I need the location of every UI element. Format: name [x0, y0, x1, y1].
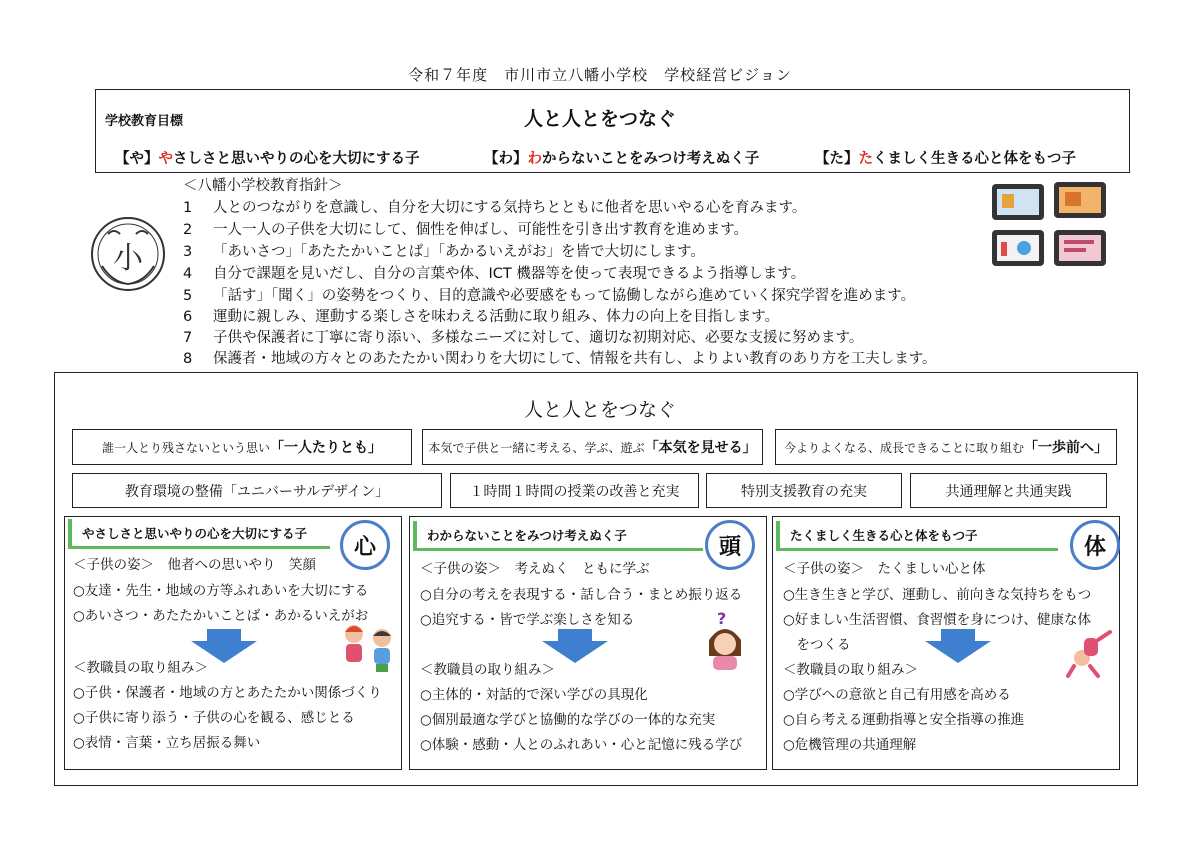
support-box: １時間１時間の授業の改善と充実 — [450, 473, 699, 508]
list-item: ○好ましい生活習慣、食習慣を身につけ、健康な体 — [783, 612, 1091, 628]
tablets-illustration — [988, 180, 1110, 276]
head-kanji-badge: 頭 — [705, 520, 755, 570]
goal-label: 学校教育目標 — [105, 114, 184, 129]
list-item: ○生き生きと学び、運動し、前向きな気持ちをもつ — [783, 587, 1092, 603]
child-summary: ＜子供の姿＞ 他者への思いやり 笑顔 — [73, 557, 316, 573]
guideline-row: 5 「話す」「聞く」の姿勢をつくり、目的意識や必要感をもって協働しながら進めていく探究学習を進めます。 — [183, 288, 916, 304]
guideline-row: 4 自分で課題を見いだし、自分の言葉や体、ICT 機器等を使って表現できるよう指導します。 — [183, 266, 806, 282]
list-item: ○友達・先生・地域の方等ふれあいを大切にする — [73, 583, 369, 599]
svg-text:?: ? — [717, 610, 727, 628]
principle-box: 今よりよくなる、成長できることに取り組む 「一歩前へ」 — [775, 429, 1117, 465]
goal-item-ta: 【た】たくましく生きる心と体をもつ子 — [815, 151, 1076, 167]
children-playing-illustration — [340, 622, 398, 674]
list-item: ○体験・感動・人とのふれあい・心と記憶に残る学び — [420, 737, 743, 753]
list-item: をつくる — [783, 637, 851, 653]
page-title: 令和７年度 市川市立八幡小学校 学校経営ビジョン — [408, 66, 792, 84]
column-heading: わからないことをみつけ考えぬく子 — [413, 521, 703, 551]
child-summary: ＜子供の姿＞ たくましい心と体 — [783, 561, 986, 577]
list-item: ○個別最適な学びと協働的な学びの一体的な充実 — [420, 712, 716, 728]
exercising-child-illustration — [1064, 628, 1114, 682]
guideline-row: 3 「あいさつ」「あたたかいことば」「あかるいえがお」を皆で大切にします。 — [183, 244, 705, 260]
guideline-row: 8 保護者・地域の方々とのあたたかい関わりを大切にして、情報を共有し、よりよい教育のあり方を工夫します。 — [183, 351, 937, 367]
list-item: ○あいさつ・あたたかいことば・あかるいえがお — [73, 608, 369, 624]
guideline-row: 6 運動に親しみ、運動する楽しさを味わえる活動に取り組み、体力の向上を目指します。 — [183, 309, 780, 325]
vision-title: 人と人とをつなぐ — [523, 399, 676, 421]
support-box: 教育環境の整備「ユニバーサルデザイン」 — [72, 473, 442, 508]
guidelines-heading: ＜八幡小学校教育指針＞ — [183, 178, 343, 194]
staff-label: ＜教職員の取り組み＞ — [73, 660, 208, 676]
staff-label: ＜教職員の取り組み＞ — [783, 662, 918, 678]
list-item: ○表情・言葉・立ち居振る舞い — [73, 735, 261, 751]
column-heading: やさしさと思いやりの心を大切にする子 — [68, 519, 330, 549]
list-item: ○主体的・対話的で深い学びの具現化 — [420, 687, 648, 703]
body-kanji-badge: 体 — [1070, 520, 1120, 570]
down-arrow-icon — [189, 629, 259, 663]
staff-label: ＜教職員の取り組み＞ — [420, 662, 555, 678]
principle-box: 本気で子供と一緒に考える、学ぶ、遊ぶ 「本気を見せる」 — [422, 429, 763, 465]
list-item: ○追究する・皆で学ぶ楽しさを知る — [420, 612, 635, 628]
list-item: ○自ら考える運動指導と安全指導の推進 — [783, 712, 1025, 728]
down-arrow-icon — [540, 629, 610, 663]
guideline-row: 7 子供や保護者に丁寧に寄り添い、多様なニーズに対して、適切な初期対応、必要な支援に努めます。 — [183, 330, 864, 346]
goal-main-text: 人と人とをつなぐ — [523, 108, 676, 130]
column-heading: たくましく生きる心と体をもつ子 — [776, 521, 1058, 551]
emblem-glyph: 小 — [113, 241, 143, 276]
list-item: ○自分の考えを表現する・話し合う・まとめ振り返る — [420, 587, 743, 603]
school-emblem — [88, 214, 168, 298]
thinking-girl-illustration — [703, 610, 747, 670]
list-item: ○危機管理の共通理解 — [783, 737, 917, 753]
down-arrow-icon — [923, 629, 993, 663]
child-summary: ＜子供の姿＞ 考えぬく ともに学ぶ — [420, 561, 650, 577]
goal-item-wa: 【わ】わからないことをみつけ考えぬく子 — [484, 151, 760, 167]
goal-item-ya: 【や】やさしさと思いやりの心を大切にする子 — [115, 151, 420, 167]
list-item: ○学びへの意欲と自己有用感を高める — [783, 687, 1011, 703]
principle-box: 誰一人とり残さないという思い 「一人たりとも」 — [72, 429, 412, 465]
guideline-row: 1 人とのつながりを意識し、自分を大切にする気持ちとともに他者を思いやる心を育みます。 — [183, 200, 807, 216]
support-box: 特別支援教育の充実 — [706, 473, 902, 508]
guideline-row: 2 一人一人の子供を大切にして、個性を伸ばし、可能性を引き出す教育を進めます。 — [183, 222, 749, 238]
heart-kanji-badge: 心 — [340, 520, 390, 570]
support-box: 共通理解と共通実践 — [910, 473, 1107, 508]
list-item: ○子供に寄り添う・子供の心を観る、感じとる — [73, 710, 355, 726]
list-item: ○子供・保護者・地域の方とあたたかい関係づくり — [73, 685, 382, 701]
